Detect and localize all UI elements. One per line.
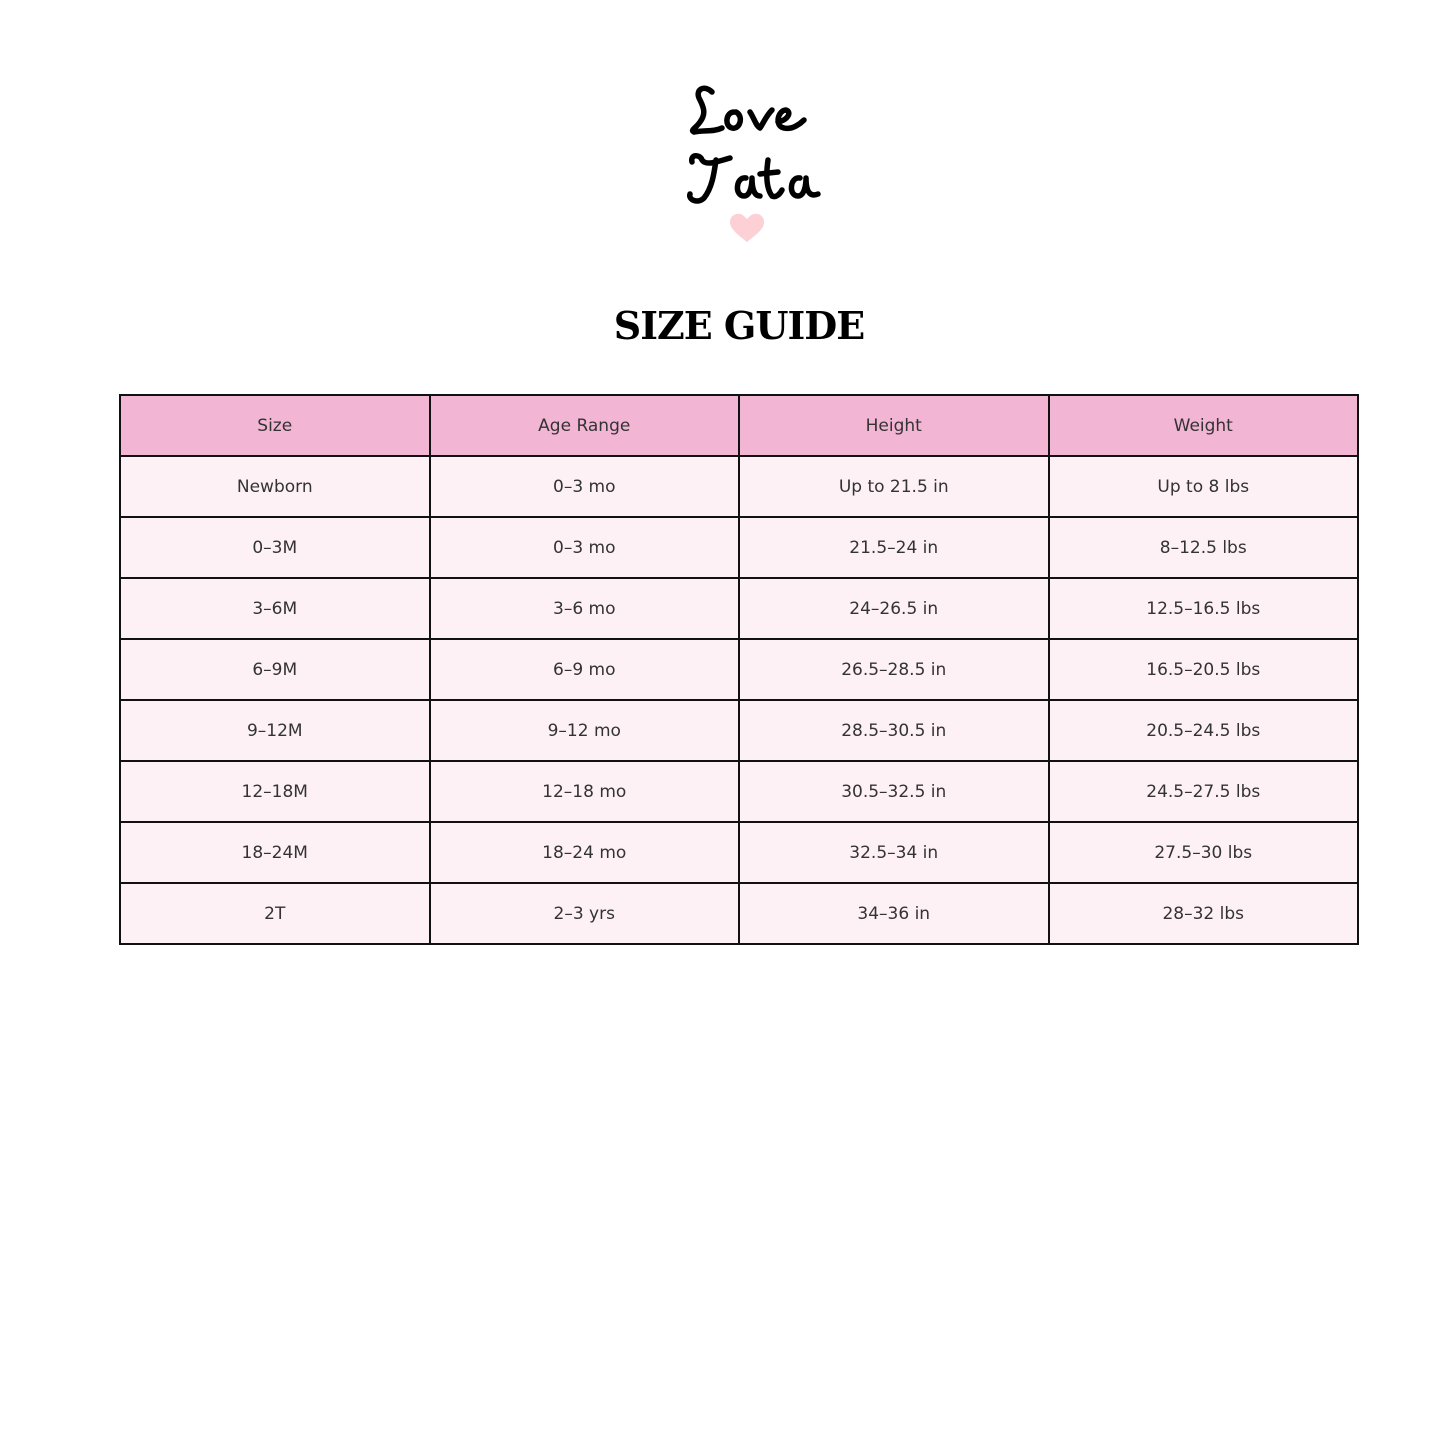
cell-size: Newborn bbox=[120, 456, 430, 517]
cell-weight: 8–12.5 lbs bbox=[1049, 517, 1359, 578]
column-header-age-range: Age Range bbox=[430, 395, 740, 456]
cell-size: 2T bbox=[120, 883, 430, 944]
table-row bbox=[120, 822, 1358, 883]
cell-weight: 16.5–20.5 lbs bbox=[1049, 639, 1359, 700]
cell-weight: 24.5–27.5 lbs bbox=[1049, 761, 1359, 822]
cell-age-range: 0–3 mo bbox=[430, 456, 740, 517]
cell-age-range: 18–24 mo bbox=[430, 822, 740, 883]
cell-height: Up to 21.5 in bbox=[739, 456, 1049, 517]
cell-age-range: 12–18 mo bbox=[430, 761, 740, 822]
cell-height: 24–26.5 in bbox=[739, 578, 1049, 639]
cell-size: 9–12M bbox=[120, 700, 430, 761]
table-row bbox=[120, 578, 1358, 639]
cell-size: 0–3M bbox=[120, 517, 430, 578]
cell-age-range: 6–9 mo bbox=[430, 639, 740, 700]
size-guide-table bbox=[119, 394, 1359, 945]
cell-size: 18–24M bbox=[120, 822, 430, 883]
cell-height: 26.5–28.5 in bbox=[739, 639, 1049, 700]
cell-weight: 12.5–16.5 lbs bbox=[1049, 578, 1359, 639]
cell-size: 6–9M bbox=[120, 639, 430, 700]
brand-logo bbox=[660, 70, 840, 260]
table-header-row bbox=[120, 395, 1358, 456]
cell-height: 32.5–34 in bbox=[739, 822, 1049, 883]
table-row bbox=[120, 517, 1358, 578]
page-title: SIZE GUIDE bbox=[613, 303, 865, 348]
column-header-height: Height bbox=[739, 395, 1049, 456]
cell-height: 30.5–32.5 in bbox=[739, 761, 1049, 822]
table-row bbox=[120, 456, 1358, 517]
cell-age-range: 0–3 mo bbox=[430, 517, 740, 578]
cell-age-range: 9–12 mo bbox=[430, 700, 740, 761]
cell-age-range: 3–6 mo bbox=[430, 578, 740, 639]
table-row bbox=[120, 761, 1358, 822]
cell-age-range: 2–3 yrs bbox=[430, 883, 740, 944]
cell-weight: 20.5–24.5 lbs bbox=[1049, 700, 1359, 761]
column-header-size: Size bbox=[120, 395, 430, 456]
table-row bbox=[120, 700, 1358, 761]
cell-height: 34–36 in bbox=[739, 883, 1049, 944]
cell-weight: Up to 8 lbs bbox=[1049, 456, 1359, 517]
cell-weight: 28–32 lbs bbox=[1049, 883, 1359, 944]
heart-icon bbox=[730, 214, 764, 242]
table-row bbox=[120, 639, 1358, 700]
cell-size: 3–6M bbox=[120, 578, 430, 639]
column-header-weight: Weight bbox=[1049, 395, 1359, 456]
cell-weight: 27.5–30 lbs bbox=[1049, 822, 1359, 883]
table-row bbox=[120, 883, 1358, 944]
cell-height: 28.5–30.5 in bbox=[739, 700, 1049, 761]
cell-height: 21.5–24 in bbox=[739, 517, 1049, 578]
cell-size: 12–18M bbox=[120, 761, 430, 822]
brand-logo-image bbox=[660, 70, 840, 260]
